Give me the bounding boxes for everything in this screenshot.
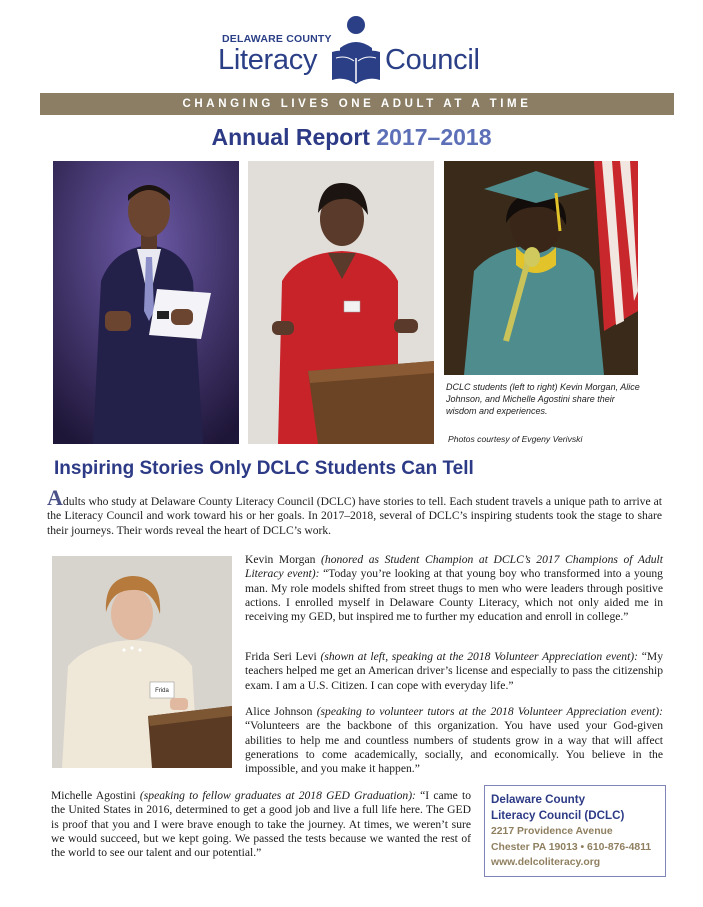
quote-name: Alice Johnson	[245, 705, 313, 718]
quote-text: “My teachers helped me get an American driver’s license and especially to pass the citizenship exam. I am a U.S. Citizen. I can cope with everyday life.”	[245, 650, 663, 692]
contact-address: 2217 Providence Avenue	[491, 826, 613, 837]
report-title-text: Annual Report	[211, 124, 370, 150]
contact-name-line2: Literacy Council (DCLC)	[491, 809, 625, 822]
logo-council-text: Council	[385, 44, 480, 76]
intro-text: dults who study at Delaware County Literacy Council (DCLC) have stories to tell. Each student travels a unique path to arrive at the Literacy Council and work toward his or her goals. In 2017–2018, several of DCLC’s inspiring students took the stage to share their journeys. Their words reveal the heart of DCLC’s work.	[47, 495, 662, 537]
photo-michelle-agostini	[444, 161, 638, 375]
tagline-banner: CHANGING LIVES ONE ADULT AT A TIME	[40, 93, 674, 115]
photo-alice-johnson	[248, 161, 434, 444]
quote-context: (speaking to volunteer tutors at the 2018 Volunteer Appreciation event):	[316, 705, 663, 718]
photo-kevin-morgan	[53, 161, 239, 444]
quote-context: (honored as Student Champion at DCLC’s 2017 Champions of Adult Literacy event):	[245, 553, 663, 581]
logo-county-text: DELAWARE COUNTY	[222, 33, 332, 45]
quote-name: Michelle Agostini	[51, 789, 136, 802]
contact-name-line1: Delaware County	[491, 793, 586, 806]
report-title	[0, 124, 703, 151]
photo-credit: Photos courtesy of Evgeny Verivski	[448, 434, 583, 444]
contact-city-phone: Chester PA 19013 • 610-876-4811	[491, 841, 652, 853]
photo-caption: DCLC students (left to right) Kevin Morgan, Alice Johnson, and Michelle Agostini share their wisdom and experiences.	[446, 382, 640, 416]
name-badge-text: Frida	[155, 688, 169, 694]
section-heading: Inspiring Stories Only DCLC Students Can Tell	[54, 458, 474, 479]
quote-alice-johnson	[245, 705, 663, 776]
quote-name: Kevin Morgan	[245, 553, 316, 566]
contact-box	[484, 785, 666, 877]
contact-website[interactable]: www.delcoliteracy.org	[491, 857, 601, 868]
quote-name: Frida Seri Levi	[245, 650, 317, 663]
quote-frida-seri-levi	[245, 650, 663, 693]
quote-michelle-agostini	[51, 789, 471, 860]
drop-cap: A	[47, 485, 63, 510]
quote-kevin-morgan	[245, 553, 663, 624]
report-years: 2017–2018	[376, 124, 492, 150]
quote-context: (shown at left, speaking at the 2018 Volunteer Appreciation event):	[320, 650, 639, 663]
quote-text: “I came to the United States in 2016, determined to get a good job and live a full life here. The GED is proof that you and I were brave enough to take the journey. At times, we weren’t sure we would succeed, but we kept going. We passed the tests because we wanted the rest of the world to see our talent and our potential.”	[51, 789, 472, 860]
quote-context: (speaking to fellow graduates at 2018 GED Graduation):	[139, 789, 416, 802]
quote-text: “Today you’re looking at that young boy who transformed into a young man. My role models shifted from street thugs to men who were leaders through positive actions. I enrolled myself in Delaware County Literacy, which not only aided me in receiving my GED, but inspired me to further my education and enroll in college.”	[245, 567, 663, 624]
logo-literacy-text: Literacy	[218, 44, 318, 76]
reader-logo-icon	[330, 14, 382, 88]
photo-frida-seri-levi	[52, 556, 232, 768]
intro-paragraph	[47, 485, 662, 538]
quote-text: “Volunteers are the backbone of this organization. You have used your God-given abilities to help me and countless numbers of students grow in a way that will affect generations to come academically, socially, and economically. You believe in the impossible, and you make it happen.”	[245, 719, 663, 776]
